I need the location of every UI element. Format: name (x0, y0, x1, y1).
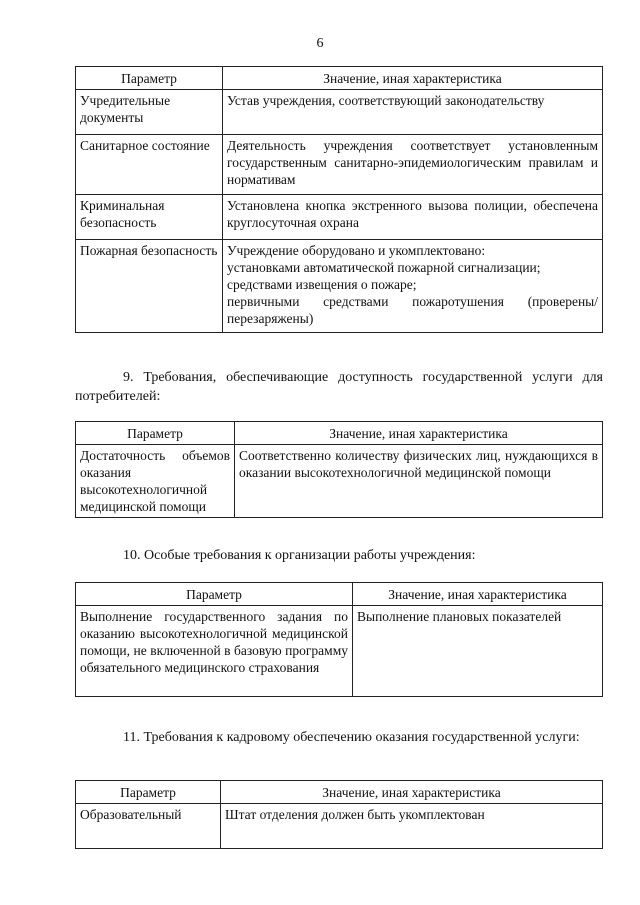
row-param: Выполнение государственного задания по оказанию высокотехнологичной медицинской помощи, не включенной в базовую программу обязательного медицинского страхования (76, 606, 353, 697)
column-header-parameter: Параметр (76, 781, 221, 804)
row-value: Устав учреждения, соответствующий законодательству (223, 90, 603, 135)
table-row (76, 135, 603, 195)
row-value: Выполнение плановых показателей (353, 606, 603, 697)
value-line: первичными средствами пожаротушения (проверены/перезаряжены) (227, 294, 598, 326)
section-9-heading: 9. Требования, обеспечивающие доступность государственной услуги для потребителей: (75, 370, 603, 404)
table-accessibility-requirements (75, 421, 603, 518)
table-facility-requirements (75, 66, 603, 333)
page-number: 6 (316, 36, 324, 51)
table-header-row (76, 67, 603, 90)
table-row (76, 445, 603, 518)
table-header-row (76, 583, 603, 606)
table-row (76, 90, 603, 135)
column-header-value: Значение, иная характеристика (221, 781, 603, 804)
row-param: Санитарное состояние (76, 135, 223, 195)
table-row (76, 804, 603, 849)
value-line: Учреждение оборудовано и укомплектовано: (227, 243, 486, 258)
row-param: Учредительные документы (76, 90, 223, 135)
table-staffing-requirements (75, 780, 603, 849)
section-10-heading: 10. Особые требования к организации работы учреждения: (123, 548, 476, 563)
value-line: средствами извещения о пожаре; (227, 277, 417, 292)
row-value: Установлена кнопка экстренного вызова полиции, обеспечена круглосуточная охрана (223, 195, 603, 240)
table-header-row (76, 781, 603, 804)
table-row (76, 606, 603, 697)
row-param: Криминальная безопасность (76, 195, 223, 240)
table-special-requirements (75, 582, 603, 697)
table-row (76, 195, 603, 240)
row-value (223, 240, 603, 333)
column-header-value: Значение, иная характеристика (353, 583, 603, 606)
column-header-value: Значение, иная характеристика (223, 67, 603, 90)
column-header-parameter: Параметр (76, 422, 235, 445)
section-11-heading: 11. Требования к кадровому обеспечению оказания государственной услуги: (123, 730, 580, 745)
value-line: установками автоматической пожарной сигнализации; (227, 260, 541, 275)
table-row (76, 240, 603, 333)
row-param: Достаточность объемов оказания высокотехнологичной медицинской помощи (76, 445, 235, 518)
row-param: Пожарная безопасность (76, 240, 223, 333)
row-value: Деятельность учреждения соответствует установленным государственным санитарно-эпидемиологическим правилам и нормативам (223, 135, 603, 195)
table-header-row (76, 422, 603, 445)
row-value: Штат отделения должен быть укомплектован (221, 804, 603, 849)
row-value: Соответственно количеству физических лиц, нуждающихся в оказании высокотехнологичной медицинской помощи (235, 445, 603, 518)
column-header-value: Значение, иная характеристика (235, 422, 603, 445)
column-header-parameter: Параметр (76, 67, 223, 90)
column-header-parameter: Параметр (76, 583, 353, 606)
row-param: Образовательный (76, 804, 221, 849)
